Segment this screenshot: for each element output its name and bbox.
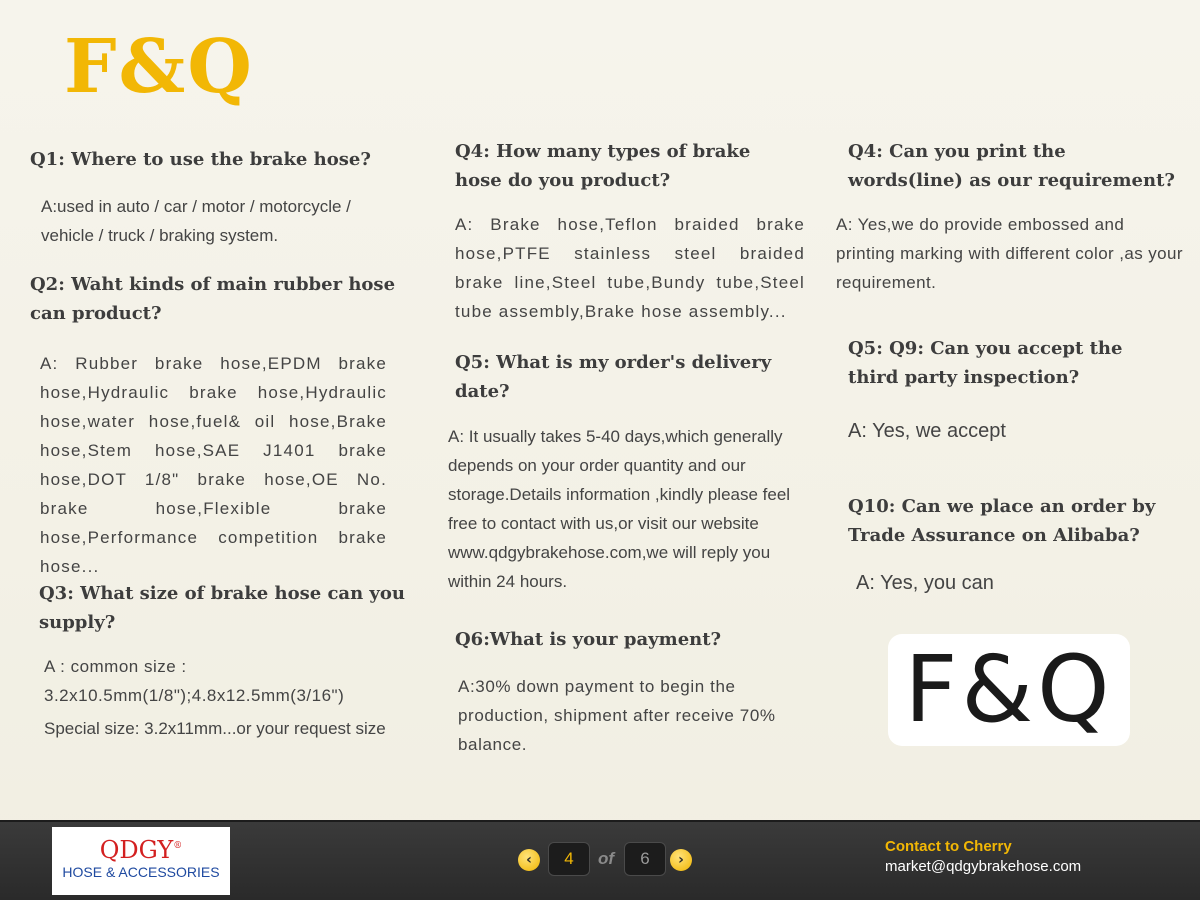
- next-page-button[interactable]: [670, 849, 692, 871]
- question-4: Q4: How many types of brake hose do you product?: [455, 141, 751, 191]
- question-9: Q10: Can we place an order by Trade Assurance on Alibaba?: [848, 496, 1156, 546]
- question-5: Q5: What is my order's delivery date?: [455, 352, 772, 402]
- of-label: of: [598, 849, 615, 868]
- total-pages: 6: [624, 842, 666, 876]
- question-8: Q5: Q9: Can you accept the third party inspection?: [848, 338, 1123, 388]
- brand-name: QDGY: [99, 836, 174, 864]
- question-1: Q1: Where to use the brake hose?: [30, 149, 371, 170]
- brand-logo: [52, 827, 230, 895]
- answer-8: A: Yes, we accept: [848, 420, 1006, 442]
- answer-7: A: Yes,we do provide embossed and printing marking with different color ,as your requirement.: [836, 215, 1183, 292]
- pager: [516, 840, 696, 880]
- answer-4: A: Brake hose,Teflon braided brake hose,PTFE stainless steel braided brake line,Steel tube,Bundy tube,Steel tube assembly,Brake hose assembly...: [455, 215, 805, 321]
- question-2: Q2: Waht kinds of main rubber hose can product?: [30, 274, 396, 324]
- prev-page-button[interactable]: [518, 849, 540, 871]
- contact-label: Contact to Cherry: [885, 838, 1012, 855]
- page-title: F&Q: [64, 24, 254, 110]
- brand-subtitle: HOSE & ACCESSORIES: [62, 864, 220, 880]
- logo-box: [888, 634, 1130, 746]
- answer-6: A:30% down payment to begin the production, shipment after receive 70% balance.: [458, 677, 776, 754]
- footer-bar: [0, 820, 1200, 900]
- contact-email[interactable]: market@qdgybrakehose.com: [885, 858, 1082, 875]
- question-7: Q4: Can you print the words(line) as our requirement?: [848, 141, 1175, 191]
- logo: F&Q: [904, 636, 1114, 743]
- question-3: Q3: What size of brake hose can you supply?: [39, 583, 405, 633]
- answer-1: A:used in auto / car / motor / motorcycle / vehicle / truck / braking system.: [41, 197, 351, 245]
- answer-2: A: Rubber brake hose,EPDM brake hose,Hydraulic brake hose,Hydraulic hose,water hose,fuel& oil hose,Brake hose,Stem hose,SAE J1401 brake hose,DOT 1/8" brake hose,OE No. brake hose,Flexible brake hose,Performance competition brake hose...: [40, 354, 387, 576]
- current-page: 4: [548, 842, 590, 876]
- question-6: Q6:What is your payment?: [455, 629, 722, 650]
- answer-3-special: Special size: 3.2x11mm...or your request size: [44, 719, 386, 738]
- answer-5: A: It usually takes 5-40 days,which generally depends on your order quantity and our storage.Details information ,kindly please feel free to contact with us,or visit our website www.qdgybrakehose.com,we will reply you within 24 hours.: [448, 427, 791, 591]
- chevron-left-icon: ‹: [526, 852, 532, 868]
- registered-mark: ®: [173, 841, 183, 851]
- chevron-right-icon: ›: [678, 852, 684, 868]
- answer-9: A: Yes, you can: [856, 572, 994, 594]
- answer-3: A : common size : 3.2x10.5mm(1/8");4.8x12.5mm(3/16"): [44, 657, 345, 705]
